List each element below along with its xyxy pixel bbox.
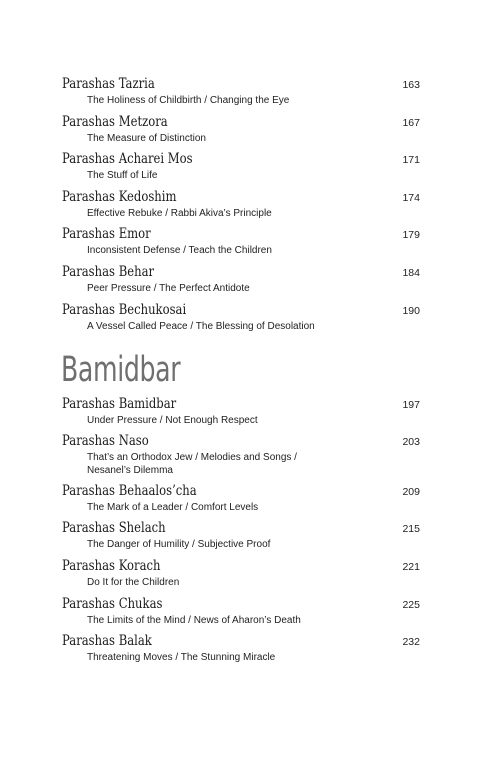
toc-entry-page-number: 215 <box>402 523 420 535</box>
toc-entry-emor <box>62 226 420 257</box>
toc-entry-naso <box>62 433 420 477</box>
section-heading-bamidbar: Bamidbar <box>61 350 181 390</box>
toc-entry-bamidbar <box>62 396 420 427</box>
toc-entry-subtitle: Under Pressure / Not Enough Respect <box>87 415 258 426</box>
toc-entry-behaaloscha <box>62 483 420 514</box>
toc-entry-subtitle: Do It for the Children <box>87 577 180 588</box>
toc-entry-title: Parashas Acharei Mos <box>62 151 193 167</box>
toc-entry-page-number: 225 <box>402 599 420 611</box>
toc-entry-page-number: 221 <box>402 561 420 573</box>
toc-entry-tazria <box>62 76 420 107</box>
toc-entry-subtitle: A Vessel Called Peace / The Blessing of Desolation <box>87 321 315 332</box>
toc-entry-title: Parashas Balak <box>62 633 152 649</box>
toc-entry-title: Parashas Naso <box>62 433 149 449</box>
toc-entry-chukas <box>62 596 420 627</box>
toc-entry-kedoshim <box>62 189 420 220</box>
toc-entry-subtitle: The Mark of a Leader / Comfort Levels <box>87 502 259 513</box>
toc-entry-page-number: 184 <box>402 267 420 279</box>
toc-entry-page-number: 209 <box>402 486 420 498</box>
toc-entry-title: Parashas Tazria <box>62 76 155 92</box>
toc-entry-title: Parashas Kedoshim <box>62 189 177 205</box>
toc-entry-subtitle: The Holiness of Childbirth / Changing the Eye <box>87 95 290 106</box>
toc-entry-subtitle: The Measure of Distinction <box>87 133 206 144</box>
toc-entry-balak <box>62 633 420 664</box>
toc-entry-subtitle: The Limits of the Mind / News of Aharon’s Death <box>87 615 301 626</box>
toc-entry-page-number: 163 <box>402 79 420 91</box>
toc-entry-behar <box>62 264 420 295</box>
toc-entry-title: Parashas Emor <box>62 226 151 242</box>
toc-entry-page-number: 167 <box>402 117 420 129</box>
toc-entry-title: Parashas Metzora <box>62 114 168 130</box>
toc-entry-title: Parashas Shelach <box>62 520 166 536</box>
toc-entry-page-number: 179 <box>402 229 420 241</box>
toc-entry-metzora <box>62 114 420 145</box>
toc-entry-shelach <box>62 520 420 551</box>
toc-entry-page-number: 203 <box>402 436 420 448</box>
toc-entry-page-number: 190 <box>402 305 420 317</box>
toc-entry-korach <box>62 558 420 589</box>
toc-entry-title: Parashas Chukas <box>62 596 163 612</box>
toc-entry-title: Parashas Bamidbar <box>62 396 177 412</box>
toc-entry-page-number: 174 <box>402 192 420 204</box>
toc-entry-subtitle: The Stuff of Life <box>87 170 158 181</box>
toc-entry-bechukosai <box>62 302 420 333</box>
toc-entry-subtitle: Peer Pressure / The Perfect Antidote <box>87 283 250 294</box>
toc-entry-subtitle: The Danger of Humility / Subjective Proof <box>87 539 271 550</box>
toc-entry-title: Parashas Behaalos’cha <box>62 483 197 499</box>
toc-entry-subtitle: Inconsistent Defense / Teach the Children <box>87 245 272 256</box>
toc-entry-title: Parashas Behar <box>62 264 155 280</box>
toc-entry-title: Parashas Bechukosai <box>62 302 187 318</box>
toc-entry-page-number: 232 <box>402 636 420 648</box>
toc-entry-acharei-mos <box>62 151 420 182</box>
toc-entry-title: Parashas Korach <box>62 558 161 574</box>
toc-entry-subtitle: That’s an Orthodox Jew / Melodies and Songs / Nesanel’s Dilemma <box>87 452 297 476</box>
toc-entry-subtitle: Threatening Moves / The Stunning Miracle <box>87 652 276 663</box>
toc-entry-page-number: 197 <box>402 399 420 411</box>
toc-entry-subtitle: Effective Rebuke / Rabbi Akiva’s Principle <box>87 208 272 219</box>
toc-entry-page-number: 171 <box>402 154 420 166</box>
